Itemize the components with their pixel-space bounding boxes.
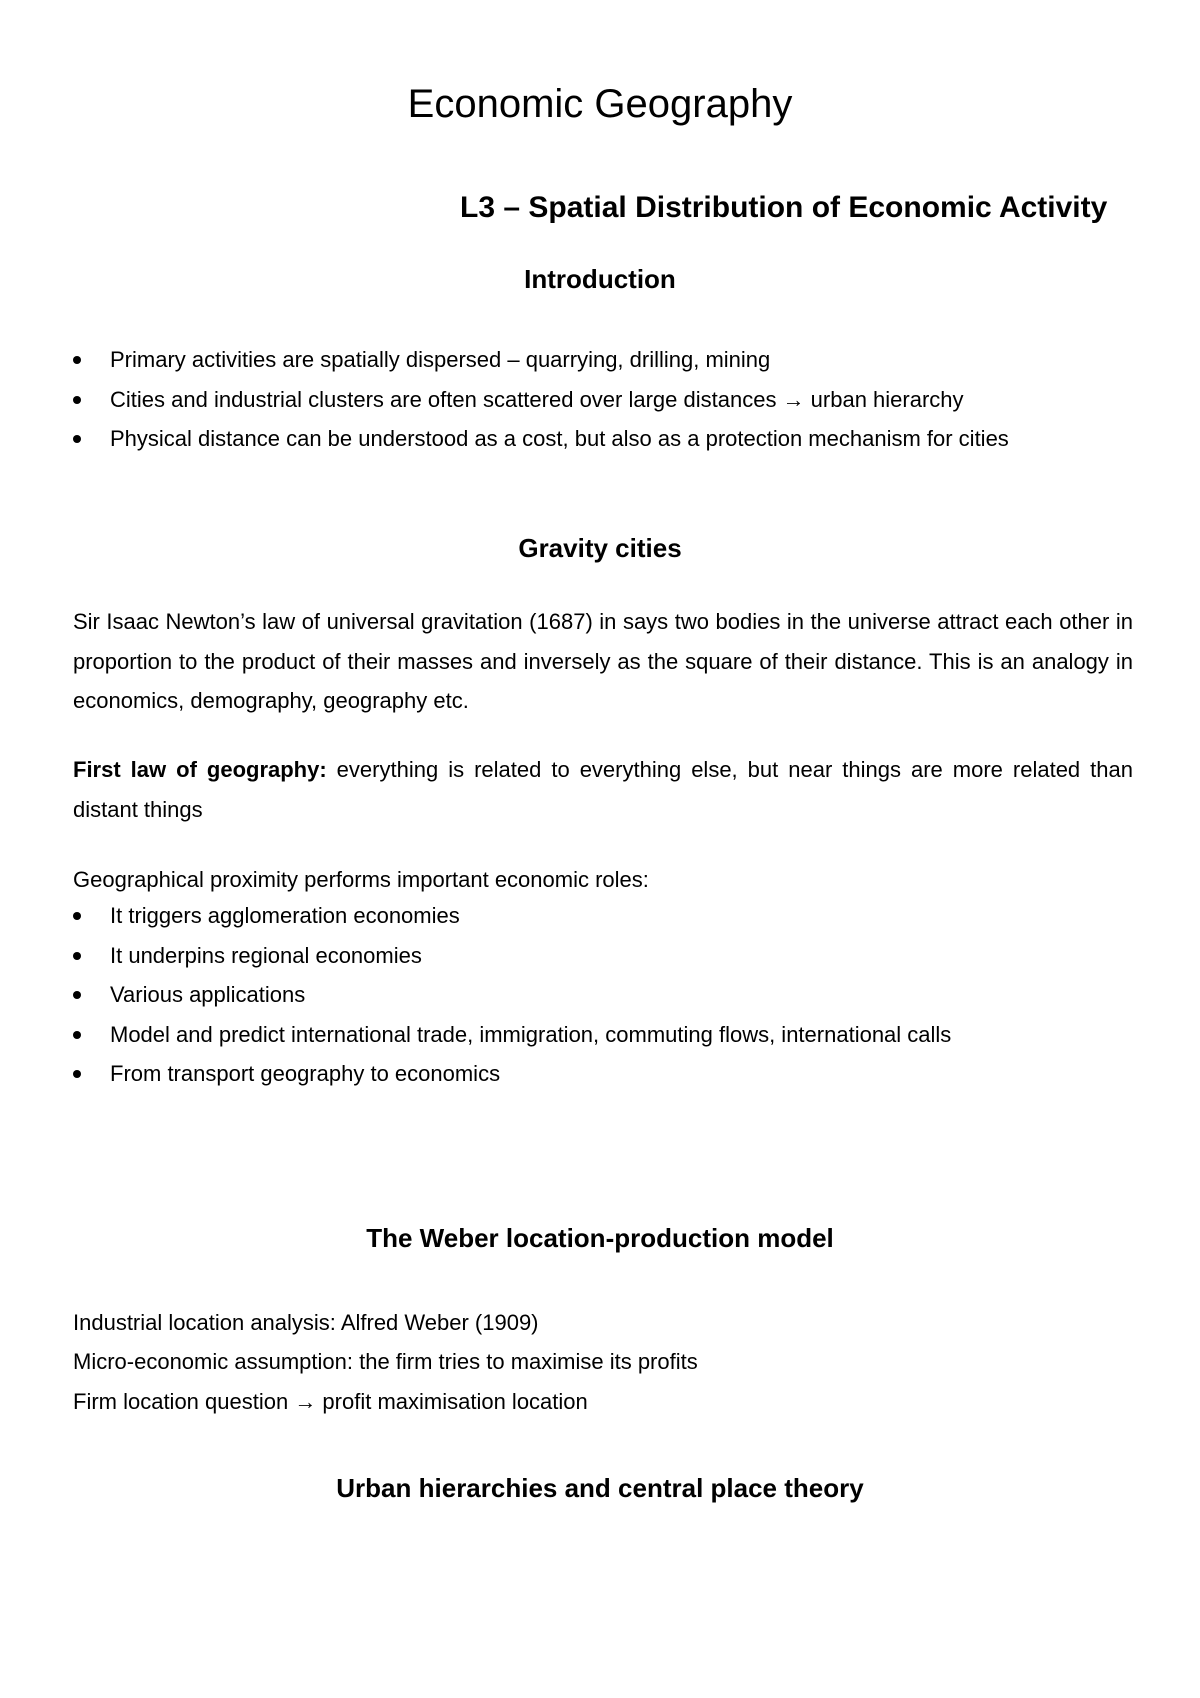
bullet-icon — [73, 991, 81, 999]
intro-bullet-list — [73, 340, 1133, 459]
section-heading-gravity-cities: Gravity cities — [518, 533, 682, 563]
list-item-text: It underpins regional economies — [110, 942, 422, 968]
bullet-icon — [73, 1070, 81, 1078]
list-item — [73, 896, 1133, 936]
list-item-text: Primary activities are spatially dispersed – quarrying, drilling, mining — [110, 347, 771, 372]
weber-line: Micro-economic assumption: the firm tries to maximise its profits — [73, 1349, 698, 1374]
list-item — [73, 1054, 1133, 1094]
list-item-text: Various applications — [110, 982, 306, 1007]
bullet-icon — [73, 396, 81, 404]
gravity-paragraph: Sir Isaac Newton’s law of universal gravitation (1687) in says two bodies in the universe attract each other in proportion to the product of their masses and inversely as the square of their distance. This is an analogy in economics, demography, geography etc. — [73, 609, 1133, 713]
list-item — [73, 340, 1133, 380]
bullet-icon — [73, 356, 81, 364]
list-item — [73, 380, 1133, 420]
list-item — [73, 936, 1133, 976]
bullet-icon — [73, 1031, 81, 1039]
first-law-paragraph — [73, 750, 1133, 829]
document-title: Economic Geography — [407, 82, 793, 126]
bullet-icon — [73, 912, 81, 920]
list-item-text: Physical distance can be understood as a cost, but also as a protection mechanism for cities — [110, 426, 1009, 451]
bullet-icon — [73, 952, 81, 960]
proximity-bullet-list — [73, 896, 1133, 1094]
bullet-icon — [73, 435, 81, 443]
first-law-label: First law of geography: — [73, 757, 327, 782]
section-heading-urban-hierarchies: Urban hierarchies and central place theory — [336, 1473, 864, 1503]
list-item — [73, 419, 1133, 459]
list-item-text: Cities and industrial clusters are often scattered over large distances → urban hierarchy — [110, 386, 964, 412]
list-item-text: From transport geography to economics — [110, 1061, 501, 1086]
list-item — [73, 975, 1133, 1015]
first-law-text: everything is related to everything else, but near things are more related than distant things — [73, 757, 1133, 822]
lecture-subtitle: L3 – Spatial Distribution of Economic Activity — [460, 191, 1108, 224]
section-heading-weber: The Weber location-production model — [366, 1223, 834, 1253]
section-heading-introduction: Introduction — [524, 264, 676, 294]
proximity-intro: Geographical proximity performs important economic roles: — [73, 867, 649, 892]
weber-line: Firm location question → profit maximisation location — [73, 1389, 588, 1414]
list-item-text: Model and predict international trade, immigration, commuting flows, international calls — [110, 1021, 952, 1047]
list-item-text: It triggers agglomeration economies — [110, 903, 460, 928]
list-item — [73, 1015, 1133, 1055]
weber-line: Industrial location analysis: Alfred Weber (1909) — [73, 1310, 539, 1335]
